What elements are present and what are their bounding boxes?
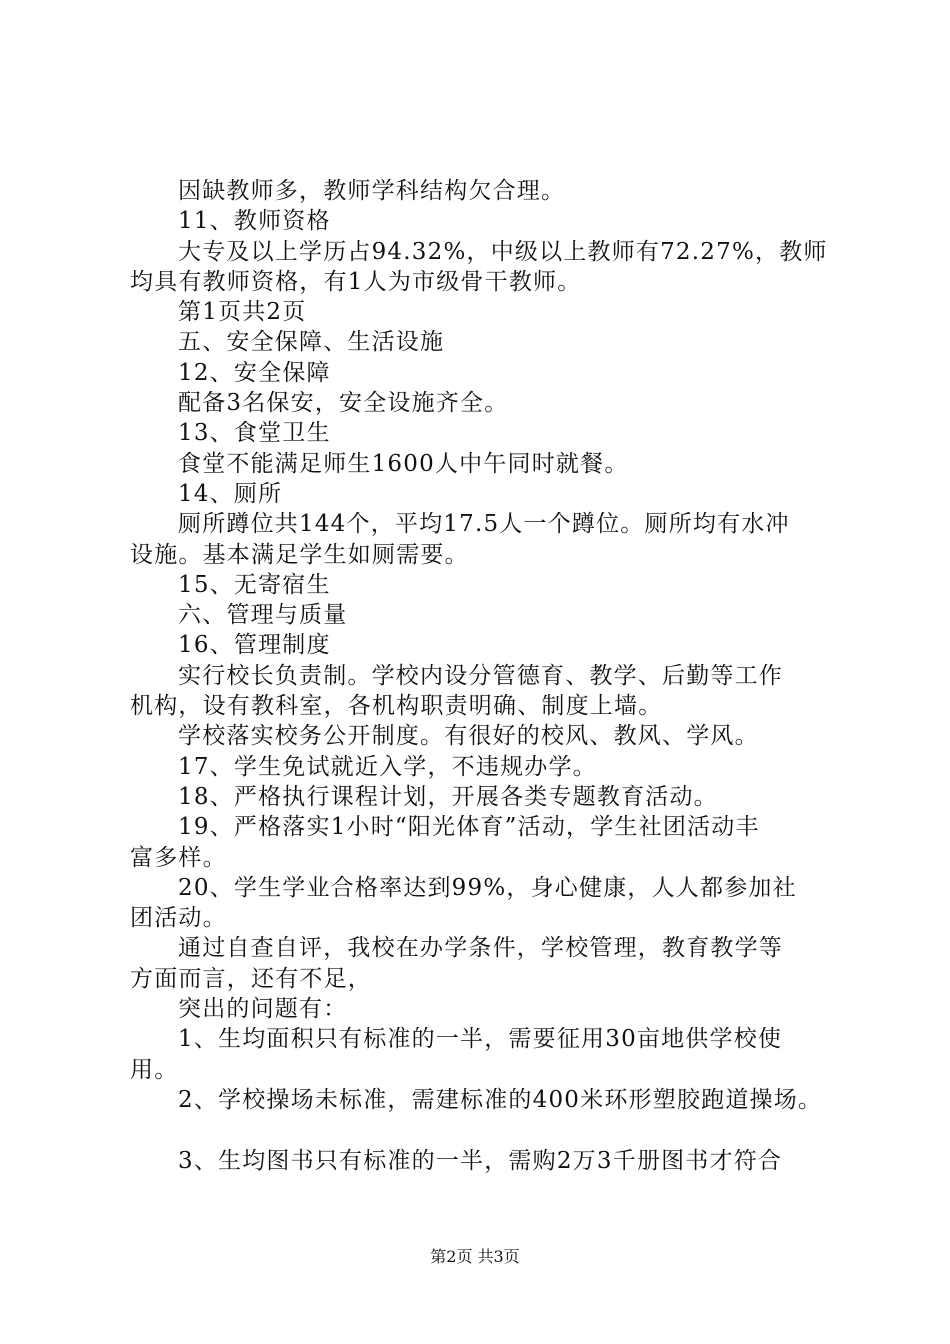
text-line: 通过自查自评，我校在办学条件，学校管理，教育教学等 bbox=[178, 935, 783, 962]
text-line: 用。 bbox=[130, 1056, 179, 1083]
section-heading: 12、安全保障 bbox=[178, 359, 331, 386]
text-line: 19、严格落实1小时“阳光体育”活动，学生社团活动丰 bbox=[178, 814, 760, 841]
page-body bbox=[130, 176, 835, 1176]
text-line: 学校落实校务公开制度。有很好的校风、教风、学风。 bbox=[178, 723, 759, 750]
text-line: 实行校长负责制。学校内设分管德育、教学、后勤等工作 bbox=[178, 662, 783, 689]
text-line: 大专及以上学历占94.32%，中级以上教师有72.27%，教师 bbox=[178, 238, 828, 265]
text-line: 因缺教师多，教师学科结构欠合理。 bbox=[178, 178, 566, 204]
text-line: 突出的问题有： bbox=[178, 996, 348, 1023]
text-line: 均具有教师资格，有1人为市级骨干教师。 bbox=[130, 268, 582, 295]
section-heading: 16、管理制度 bbox=[178, 632, 331, 659]
blank-line bbox=[130, 1115, 835, 1145]
section-heading: 11、教师资格 bbox=[178, 208, 331, 235]
text-line: 配备3名保安，安全设施齐全。 bbox=[178, 390, 509, 417]
text-line: 厕所蹲位共144个，平均17.5人一个蹲位。厕所均有水冲 bbox=[178, 511, 790, 538]
text-line: 富多样。 bbox=[130, 844, 227, 871]
page-footer: 第2页 共3页 bbox=[430, 1247, 520, 1266]
text-line: 食堂不能满足师生1600人中午同时就餐。 bbox=[178, 450, 629, 477]
text-line: 方面而言，还有不足， bbox=[130, 965, 372, 992]
inline-page-marker: 第1页共2页 bbox=[178, 299, 307, 326]
section-heading: 14、厕所 bbox=[178, 480, 283, 507]
section-heading: 13、食堂卫生 bbox=[178, 420, 331, 447]
text-line: 1、生均面积只有标准的一半，需要征用30亩地供学校使 bbox=[178, 1026, 783, 1053]
text-line: 18、严格执行课程计划，开展各类专题教育活动。 bbox=[178, 783, 718, 810]
text-line: 3、生均图书只有标准的一半，需购2万3千册图书才符合 bbox=[178, 1147, 783, 1174]
text-line: 17、学生免试就近入学，不违规办学。 bbox=[178, 753, 597, 780]
section-heading: 15、无寄宿生 bbox=[178, 571, 331, 598]
text-line: 20、学生学业合格率达到99%，身心健康，人人都参加社 bbox=[178, 874, 797, 901]
text-line: 机构，设有教科室，各机构职责明确、制度上墙。 bbox=[130, 693, 663, 720]
text-line: 2、学校操场未标准，需建标准的400米环形塑胶跑道操场。 bbox=[178, 1086, 823, 1113]
chapter-heading: 六、管理与质量 bbox=[178, 602, 348, 629]
chapter-heading: 五、安全保障、生活设施 bbox=[178, 329, 445, 356]
text-line: 团活动。 bbox=[130, 905, 227, 932]
text-line: 设施。基本满足学生如厕需要。 bbox=[130, 541, 469, 568]
